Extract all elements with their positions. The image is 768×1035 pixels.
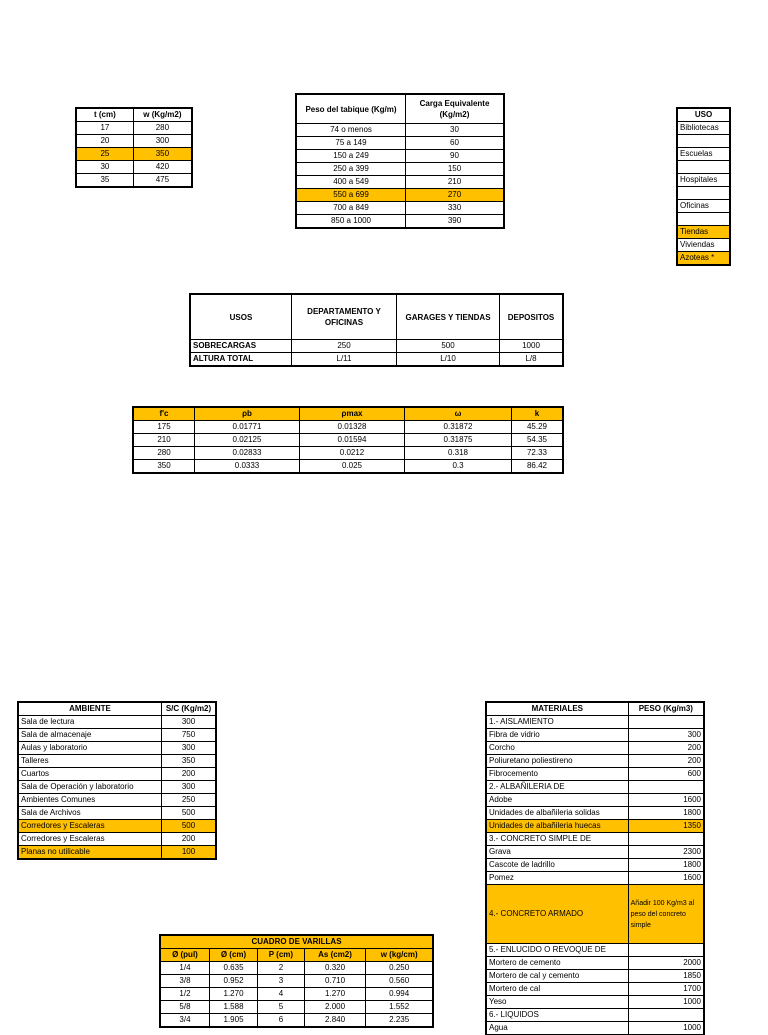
table-cell: Sala de almacenaje — [19, 729, 162, 742]
table-cell: Viviendas — [678, 239, 730, 252]
table-cell: Sala de lectura — [19, 716, 162, 729]
table-cell: 0.3 — [405, 460, 512, 473]
table-row — [678, 200, 730, 213]
material-name: 4.- CONCRETO ARMADO — [487, 885, 629, 944]
materials-weight-table — [486, 702, 704, 1035]
table-row — [19, 768, 216, 781]
table-cell: 2.000 — [304, 1001, 366, 1014]
table-cell: 1000 — [500, 340, 563, 353]
material-name: 5.- ENLUCIDO O REVOQUE DE — [487, 944, 629, 957]
material-name: Mortero de cal — [487, 983, 629, 996]
table-row — [297, 215, 504, 228]
table-row — [297, 150, 504, 163]
table-cell: 210 — [134, 434, 195, 447]
table-row — [19, 807, 216, 820]
table-cell: 0.710 — [304, 975, 366, 988]
material-name: Fibra de vidrio — [487, 729, 629, 742]
col-header: GARAGES Y TIENDAS — [397, 295, 500, 340]
material-weight: 300 — [628, 729, 703, 742]
material-name: Cascote de ladrillo — [487, 859, 629, 872]
use-type-table — [677, 108, 730, 265]
table-cell: 200 — [162, 768, 216, 781]
table-row — [678, 135, 730, 148]
table-cell: 0.31875 — [405, 434, 512, 447]
col-header: P (cm) — [258, 949, 305, 962]
table-cell: Sala de Operación y laboratorio — [19, 781, 162, 794]
col-header: ρb — [195, 408, 300, 421]
table-row — [191, 353, 563, 366]
table-cell: 4 — [258, 988, 305, 1001]
table-cell: Ambientes Comunes — [19, 794, 162, 807]
table-row-highlighted — [297, 189, 504, 202]
col-header: ρmax — [300, 408, 405, 421]
table-cell: 0.01771 — [195, 421, 300, 434]
table-cell: 3/8 — [161, 975, 210, 988]
col-header: ω — [405, 408, 512, 421]
col-header: S/C (Kg/m2) — [162, 703, 216, 716]
col-header: AMBIENTE — [19, 703, 162, 716]
table-cell: L/8 — [500, 353, 563, 366]
table-row — [678, 213, 730, 226]
table-cell: 550 a 699 — [297, 189, 406, 202]
table-cell: 390 — [406, 215, 504, 228]
table-row — [487, 846, 704, 859]
table-row — [487, 768, 704, 781]
table-row — [487, 983, 704, 996]
table-cell: 700 a 849 — [297, 202, 406, 215]
table-cell: 30 — [406, 124, 504, 137]
col-header: w (Kg/m2) — [133, 109, 191, 122]
table-cell: 1.270 — [209, 988, 257, 1001]
col-header: Peso del tabique (Kg/m) — [297, 95, 406, 124]
table-cell: 30 — [77, 161, 134, 174]
table-cell: 400 a 549 — [297, 176, 406, 189]
table-row — [297, 137, 504, 150]
table-row — [161, 1001, 433, 1014]
material-name: Unidades de albañileria huecas — [487, 820, 629, 833]
material-name: Pomez — [487, 872, 629, 885]
material-name: Adobe — [487, 794, 629, 807]
concrete-ratio-table — [133, 407, 563, 473]
table-row — [297, 202, 504, 215]
table-row — [297, 163, 504, 176]
material-name: 3.- CONCRETO SIMPLE DE — [487, 833, 629, 846]
table-cell: 250 — [162, 794, 216, 807]
table-cell: 0.02125 — [195, 434, 300, 447]
table-cell — [678, 187, 730, 200]
col-header: t (cm) — [77, 109, 134, 122]
material-weight — [628, 944, 703, 957]
material-weight: 2000 — [628, 957, 703, 970]
table-cell: Corredores y Escaleras — [19, 820, 162, 833]
table-cell: 60 — [406, 137, 504, 150]
section-row — [487, 1009, 704, 1022]
table-row-highlighted — [678, 252, 730, 265]
table-cell: 100 — [162, 846, 216, 859]
table-cell: 90 — [406, 150, 504, 163]
table-cell: 0.02833 — [195, 447, 300, 460]
table-cell: Talleres — [19, 755, 162, 768]
table-cell — [678, 213, 730, 226]
table-cell: 280 — [133, 122, 191, 135]
table-cell: 3 — [258, 975, 305, 988]
table-cell: 25 — [77, 148, 134, 161]
material-weight — [628, 1009, 703, 1022]
table-cell: 0.01594 — [300, 434, 405, 447]
table-cell: 500 — [397, 340, 500, 353]
table-cell: 0.560 — [366, 975, 433, 988]
table-cell: 5/8 — [161, 1001, 210, 1014]
table-cell: 750 — [162, 729, 216, 742]
table-row — [161, 962, 433, 975]
table-row — [19, 729, 216, 742]
table-row — [161, 988, 433, 1001]
table-cell: 1.270 — [304, 988, 366, 1001]
table-cell: 200 — [162, 833, 216, 846]
table-cell: 150 a 249 — [297, 150, 406, 163]
material-name: 1.- AISLAMIENTO — [487, 716, 629, 729]
material-name: Mortero de cal y cemento — [487, 970, 629, 983]
table-cell: 0.635 — [209, 962, 257, 975]
table-cell: 86.42 — [512, 460, 563, 473]
table-cell: SOBRECARGAS — [191, 340, 292, 353]
material-weight — [628, 716, 703, 729]
table-row — [134, 421, 563, 434]
table-cell: 150 — [406, 163, 504, 176]
material-weight: 600 — [628, 768, 703, 781]
slab-thickness-table — [76, 108, 192, 187]
table-cell: 0.025 — [300, 460, 405, 473]
table-cell: 1.905 — [209, 1014, 257, 1027]
rebar-table — [160, 935, 433, 1027]
table-cell: 350 — [134, 460, 195, 473]
table-row — [19, 742, 216, 755]
material-name: Agua — [487, 1022, 629, 1035]
table-cell: 300 — [133, 135, 191, 148]
table-row — [134, 460, 563, 473]
table-cell: 75 a 149 — [297, 137, 406, 150]
room-live-load-table — [18, 702, 216, 859]
col-header: DEPARTAMENTO Y OFICINAS — [292, 295, 397, 340]
table-cell: 2.235 — [366, 1014, 433, 1027]
table-cell: 175 — [134, 421, 195, 434]
table-row — [19, 755, 216, 768]
table-cell: 300 — [162, 742, 216, 755]
table-cell: 1/4 — [161, 962, 210, 975]
material-weight: 1350 — [628, 820, 703, 833]
material-weight: 1600 — [628, 872, 703, 885]
table-row — [678, 239, 730, 252]
table-row — [487, 807, 704, 820]
table-cell: 54.35 — [512, 434, 563, 447]
section-row — [487, 833, 704, 846]
table-row — [678, 161, 730, 174]
material-name: 2.- ALBAÑILERIA DE — [487, 781, 629, 794]
table-row — [487, 996, 704, 1009]
table-row — [19, 794, 216, 807]
table-cell: 0.250 — [366, 962, 433, 975]
table-cell: 350 — [162, 755, 216, 768]
table-cell: Hospitales — [678, 174, 730, 187]
table-cell: 500 — [162, 820, 216, 833]
material-weight: 1000 — [628, 996, 703, 1009]
table-title: CUADRO DE VARILLAS — [161, 936, 433, 949]
table-cell: 5 — [258, 1001, 305, 1014]
table-cell: 0.320 — [304, 962, 366, 975]
table-row — [678, 122, 730, 135]
table-cell: 45.29 — [512, 421, 563, 434]
col-header: w (kg/cm) — [366, 949, 433, 962]
material-weight: 200 — [628, 742, 703, 755]
table-cell: 0.31872 — [405, 421, 512, 434]
table-cell — [678, 161, 730, 174]
material-name: Corcho — [487, 742, 629, 755]
table-row — [487, 859, 704, 872]
col-header: DEPOSITOS — [500, 295, 563, 340]
table-cell: 300 — [162, 781, 216, 794]
table-cell: Cuartos — [19, 768, 162, 781]
col-header: MATERIALES — [487, 703, 629, 716]
table-row — [297, 176, 504, 189]
table-cell: Azoteas * — [678, 252, 730, 265]
section-row — [487, 716, 704, 729]
table-cell: 1/2 — [161, 988, 210, 1001]
material-weight: 1850 — [628, 970, 703, 983]
table-row — [19, 716, 216, 729]
table-row — [161, 975, 433, 988]
table-row — [487, 957, 704, 970]
table-row — [77, 122, 192, 135]
material-name: Poliuretano poliestireno — [487, 755, 629, 768]
col-header: f'c — [134, 408, 195, 421]
table-cell: 20 — [77, 135, 134, 148]
table-cell: 0.01328 — [300, 421, 405, 434]
material-weight: 1700 — [628, 983, 703, 996]
material-weight: Añadir 100 Kg/m3 al peso del concreto simple — [628, 885, 703, 944]
material-weight: 1800 — [628, 859, 703, 872]
table-row — [678, 148, 730, 161]
material-name: Grava — [487, 846, 629, 859]
table-cell: 1.552 — [366, 1001, 433, 1014]
table-row — [487, 794, 704, 807]
table-cell: L/10 — [397, 353, 500, 366]
table-cell: 280 — [134, 447, 195, 460]
table-row — [77, 161, 192, 174]
col-header: Carga Equivalente (Kg/m2) — [406, 95, 504, 124]
table-cell: Planas no utilicable — [19, 846, 162, 859]
material-weight — [628, 781, 703, 794]
table-row — [134, 434, 563, 447]
table-cell: 0.318 — [405, 447, 512, 460]
col-header: USOS — [191, 295, 292, 340]
table-cell: 850 a 1000 — [297, 215, 406, 228]
table-cell: 2.840 — [304, 1014, 366, 1027]
table-cell: 35 — [77, 174, 134, 187]
table-cell: 250 a 399 — [297, 163, 406, 176]
table-cell: 3/4 — [161, 1014, 210, 1027]
table-cell: 72.33 — [512, 447, 563, 460]
section-row — [487, 944, 704, 957]
material-weight: 1800 — [628, 807, 703, 820]
table-row-highlighted — [77, 148, 192, 161]
col-header: Ø (cm) — [209, 949, 257, 962]
table-cell: 17 — [77, 122, 134, 135]
table-cell: 1.588 — [209, 1001, 257, 1014]
table-cell: 350 — [133, 148, 191, 161]
table-row — [134, 447, 563, 460]
material-name: Unidades de albañileria solidas — [487, 807, 629, 820]
material-weight: 200 — [628, 755, 703, 768]
table-cell: 500 — [162, 807, 216, 820]
table-cell: 330 — [406, 202, 504, 215]
table-row — [191, 340, 563, 353]
table-cell: 2 — [258, 962, 305, 975]
table-cell: 300 — [162, 716, 216, 729]
table-row — [678, 174, 730, 187]
table-row — [297, 124, 504, 137]
table-cell: 250 — [292, 340, 397, 353]
table-cell: Oficinas — [678, 200, 730, 213]
table-cell: 210 — [406, 176, 504, 189]
table-row — [487, 970, 704, 983]
table-row — [19, 833, 216, 846]
partition-weight-table — [296, 94, 504, 228]
table-cell: Aulas y laboratorio — [19, 742, 162, 755]
section-row — [487, 885, 704, 944]
table-row — [678, 187, 730, 200]
table-row — [19, 781, 216, 794]
section-row — [487, 781, 704, 794]
table-cell — [678, 135, 730, 148]
col-header: Ø (pul) — [161, 949, 210, 962]
materials-body — [487, 716, 704, 1035]
live-load-uses-table — [190, 294, 563, 366]
table-cell: Escuelas — [678, 148, 730, 161]
table-row — [487, 729, 704, 742]
material-weight: 1600 — [628, 794, 703, 807]
table-cell: 270 — [406, 189, 504, 202]
table-cell: Bibliotecas — [678, 122, 730, 135]
table-cell: 6 — [258, 1014, 305, 1027]
table-cell: 0.952 — [209, 975, 257, 988]
col-header: As (cm2) — [304, 949, 366, 962]
table-row — [487, 872, 704, 885]
table-cell: 0.994 — [366, 988, 433, 1001]
material-weight: 2300 — [628, 846, 703, 859]
table-row — [77, 174, 192, 187]
table-row — [77, 135, 192, 148]
table-row-highlighted — [19, 846, 216, 859]
col-header: PESO (Kg/m3) — [628, 703, 703, 716]
table-cell: Tiendas — [678, 226, 730, 239]
material-name: Yeso — [487, 996, 629, 1009]
table-cell: L/11 — [292, 353, 397, 366]
table-cell: 74 o menos — [297, 124, 406, 137]
table-row — [487, 820, 704, 833]
col-header: k — [512, 408, 563, 421]
material-name: Mortero de cemento — [487, 957, 629, 970]
table-cell: 475 — [133, 174, 191, 187]
table-cell: Corredores y Escaleras — [19, 833, 162, 846]
table-row — [487, 1022, 704, 1035]
material-weight — [628, 833, 703, 846]
material-name: 6.- LIQUIDOS — [487, 1009, 629, 1022]
material-name: Fibrocemento — [487, 768, 629, 781]
table-cell: 0.0212 — [300, 447, 405, 460]
table-row — [487, 755, 704, 768]
table-cell: 420 — [133, 161, 191, 174]
table-cell: 0.0333 — [195, 460, 300, 473]
material-weight: 1000 — [628, 1022, 703, 1035]
table-row-highlighted — [678, 226, 730, 239]
table-cell: ALTURA TOTAL — [191, 353, 292, 366]
table-row — [161, 1014, 433, 1027]
table-row-highlighted — [19, 820, 216, 833]
table-row — [487, 742, 704, 755]
table-cell: Sala de Archivos — [19, 807, 162, 820]
col-header: USO — [678, 109, 730, 122]
